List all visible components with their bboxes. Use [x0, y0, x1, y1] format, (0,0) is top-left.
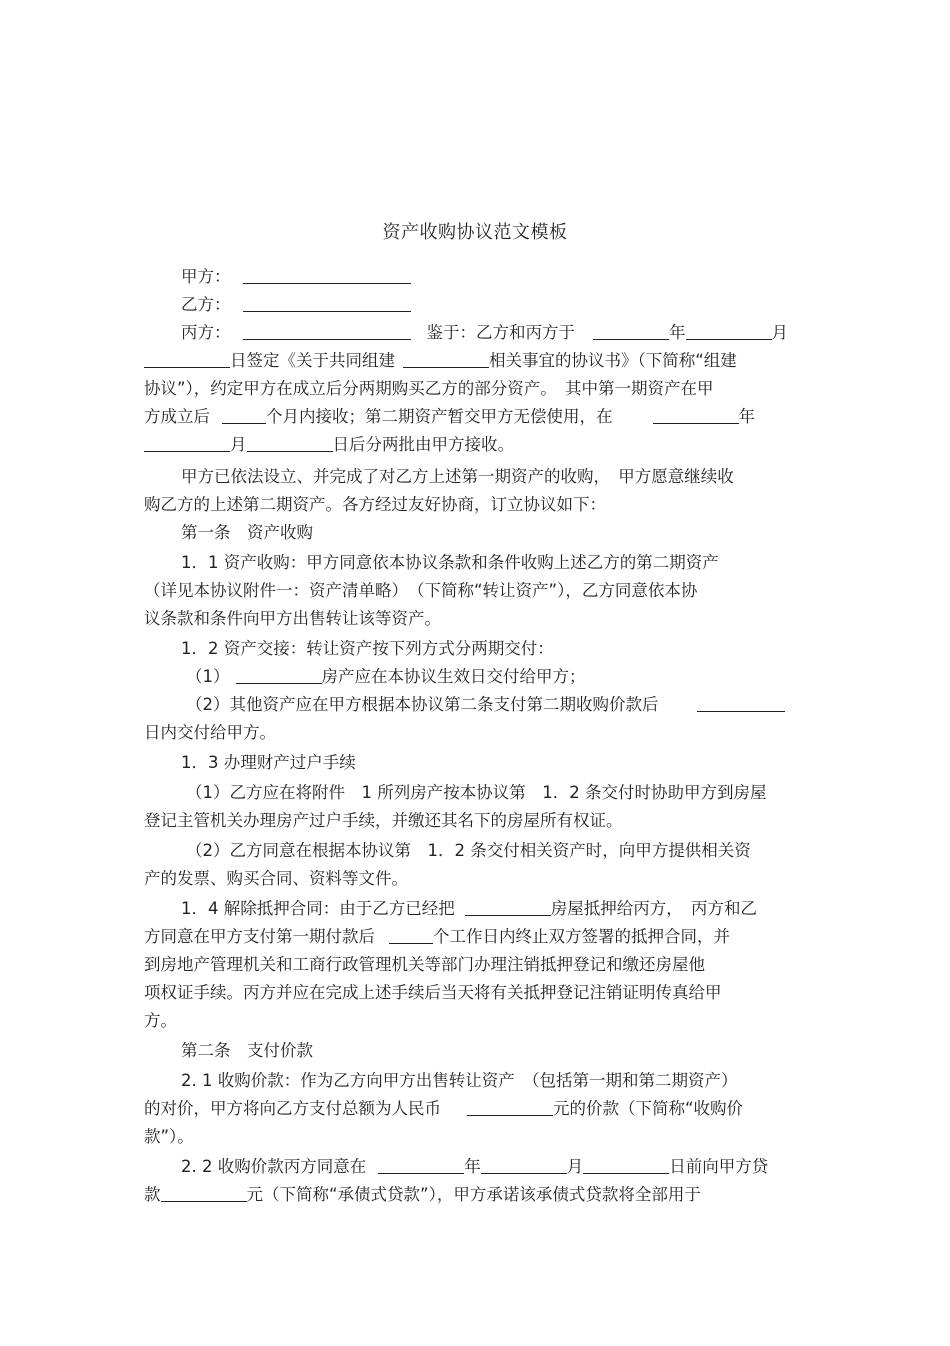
month-text-3: 月 [566, 1157, 584, 1176]
loan-month-blank[interactable] [481, 1155, 567, 1174]
clause-2-1-line-2 [144, 1097, 743, 1121]
clause-1-1-line-3: 议条款和条件向甲方出售转让该等资产。 [144, 609, 441, 628]
party-b-line [181, 293, 411, 317]
item-1-text: 房产应在本协议生效日交付给甲方； [321, 667, 586, 686]
clause-1-2-item-1 [186, 665, 586, 689]
clause-1-4-text-d: 个工作日内终止双方签署的抵押合同，并 [433, 927, 730, 946]
party-a-label: 甲方： [181, 267, 231, 286]
loan-amount-blank[interactable] [161, 1183, 247, 1202]
clause-1-2-heading: 1．2 资产交接：转让资产按下列方式分两期交付： [181, 639, 554, 658]
joint-venture-blank[interactable] [403, 349, 489, 368]
clause-1-4-line-5: 方。 [144, 1011, 177, 1030]
whereas-line-2 [144, 349, 737, 373]
clause-1-3-heading: 1．3 办理财产过户手续 [181, 753, 356, 772]
delivery-days-blank[interactable] [697, 693, 785, 712]
receive-year-blank[interactable] [653, 405, 739, 424]
clause-2-2-text-c: 款 [144, 1185, 161, 1204]
second-phase-text: 个月内接收；第二期资产暂交甲方无偿使用，在 [266, 407, 613, 426]
working-days-blank[interactable] [389, 925, 433, 944]
total-price-blank[interactable] [467, 1097, 553, 1116]
whereas-text: 鉴于：乙方和丙方于 [426, 323, 575, 342]
clause-1-4-text-c: 方同意在甲方支付第一期付款后 [144, 927, 375, 946]
clause-1-3-item-2: （2）乙方同意在根据本协议第 1．2 条交付相关资产时，向甲方提供相关资 [186, 841, 751, 860]
receive-month-blank[interactable] [144, 433, 230, 452]
item-1-label: （1） [186, 667, 230, 686]
sign-year-blank[interactable] [593, 321, 669, 340]
sign-month-blank[interactable] [686, 321, 772, 340]
whereas-line-5 [144, 433, 514, 457]
receive-day-blank[interactable] [247, 433, 333, 452]
clause-2-1-line-1: 2. 1 收购价款：作为乙方向甲方出售转让资产 （包括第一期和第二期资产） [181, 1071, 738, 1090]
article-2-heading: 第二条 支付价款 [181, 1041, 313, 1060]
year-text-3: 年 [464, 1157, 481, 1176]
clause-1-2-item-2-cont: 日内交付给甲方。 [144, 723, 276, 742]
property-blank[interactable] [236, 665, 322, 684]
whereas-line-3: 协议”），约定甲方在成立后分两期购买乙方的部分资产。 其中第一期资产在甲 [144, 379, 714, 398]
month-text: 月 [771, 323, 788, 342]
clause-1-2-item-2 [186, 693, 785, 717]
party-a-blank[interactable] [243, 265, 411, 284]
clause-2-2-line-2 [144, 1183, 701, 1207]
intro-line-1: 甲方已依法设立、并完成了对乙方上述第一期资产的收购， 甲方愿意继续收 [181, 467, 734, 486]
loan-day-blank[interactable] [583, 1155, 669, 1174]
clause-2-2-line-1 [181, 1155, 768, 1179]
clause-1-3-item-2-cont: 产的发票、购买合同、资料等文件。 [144, 869, 408, 888]
sign-day-blank[interactable] [144, 349, 230, 368]
clause-2-2-text-a: 2. 2 收购价款丙方同意在 [181, 1157, 367, 1176]
clause-1-4-line-4: 项权证手续。丙方并应在完成上述手续后当天将有关抵押登记注销证明传真给甲 [144, 983, 722, 1002]
party-c-line [181, 321, 788, 345]
article-1-heading: 第一条 资产收购 [181, 523, 313, 542]
clause-1-3-item-1: （1）乙方应在将附件 1 所列房产按本协议第 1．2 条交付时协助甲方到房屋 [186, 783, 767, 802]
clause-2-1-text-b: 元的价款（下简称“收购价 [553, 1099, 744, 1118]
clause-2-1-text-a: 的对价，甲方将向乙方支付总额为人民币 [144, 1099, 441, 1118]
agreement-name-text-2: 相关事宜的协议书》（下简称“组建 [489, 351, 737, 370]
clause-1-4-line-2 [144, 925, 730, 949]
months-blank[interactable] [222, 405, 266, 424]
clause-1-4-text-a: 1．4 解除抵押合同：由于乙方已经把 [181, 899, 455, 918]
party-b-blank[interactable] [243, 293, 411, 312]
loan-year-blank[interactable] [378, 1155, 464, 1174]
agreement-name-text: 日签定《关于共同组建 [230, 351, 395, 370]
clause-1-4-line-3: 到房地产管理机关和工商行政管理机关等部门办理注销抵押登记和缴还房屋他 [144, 955, 705, 974]
party-a-line [181, 265, 411, 289]
clause-1-3-item-1-cont: 登记主管机关办理房产过户手续，并缴还其名下的房屋所有权证。 [144, 811, 623, 830]
intro-line-2: 购乙方的上述第二期资产。各方经过友好协商，订立协议如下： [144, 495, 606, 514]
clause-2-2-text-d: 元（下简称“承债式贷款”），甲方承诺该承债式贷款将全部用于 [246, 1185, 701, 1204]
year-text-2: 年 [738, 407, 755, 426]
whereas-line-4 [144, 405, 755, 429]
document-title: 资产收购协议范文模板 [382, 222, 568, 243]
mortgaged-property-blank[interactable] [465, 897, 551, 916]
clause-1-4-text-b: 房屋抵押给丙方， 丙方和乙 [550, 899, 757, 918]
after-establish-text: 方成立后 [144, 407, 210, 426]
clause-1-1-line-1: 1．1 资产收购：甲方同意依本协议条款和条件收购上述乙方的第二期资产 [181, 553, 719, 572]
clause-1-4-line-1 [181, 897, 757, 921]
item-2-text: （2）其他资产应在甲方根据本协议第二条支付第二期收购价款后 [186, 695, 659, 714]
party-c-label: 丙方： [181, 323, 231, 342]
clause-1-1-line-2: （详见本协议附件一：资产清单略） （下简称“转让资产”），乙方同意依本协 [144, 581, 698, 600]
year-text: 年 [669, 323, 686, 342]
clause-2-1-line-3: 款”）。 [144, 1127, 194, 1146]
month-text-2: 月 [230, 435, 247, 454]
party-c-blank[interactable] [243, 321, 411, 340]
receive-day-text: 日后分两批由甲方接收。 [332, 435, 514, 454]
clause-2-2-text-b: 日前向甲方贷 [669, 1157, 769, 1176]
party-b-label: 乙方： [181, 295, 231, 314]
